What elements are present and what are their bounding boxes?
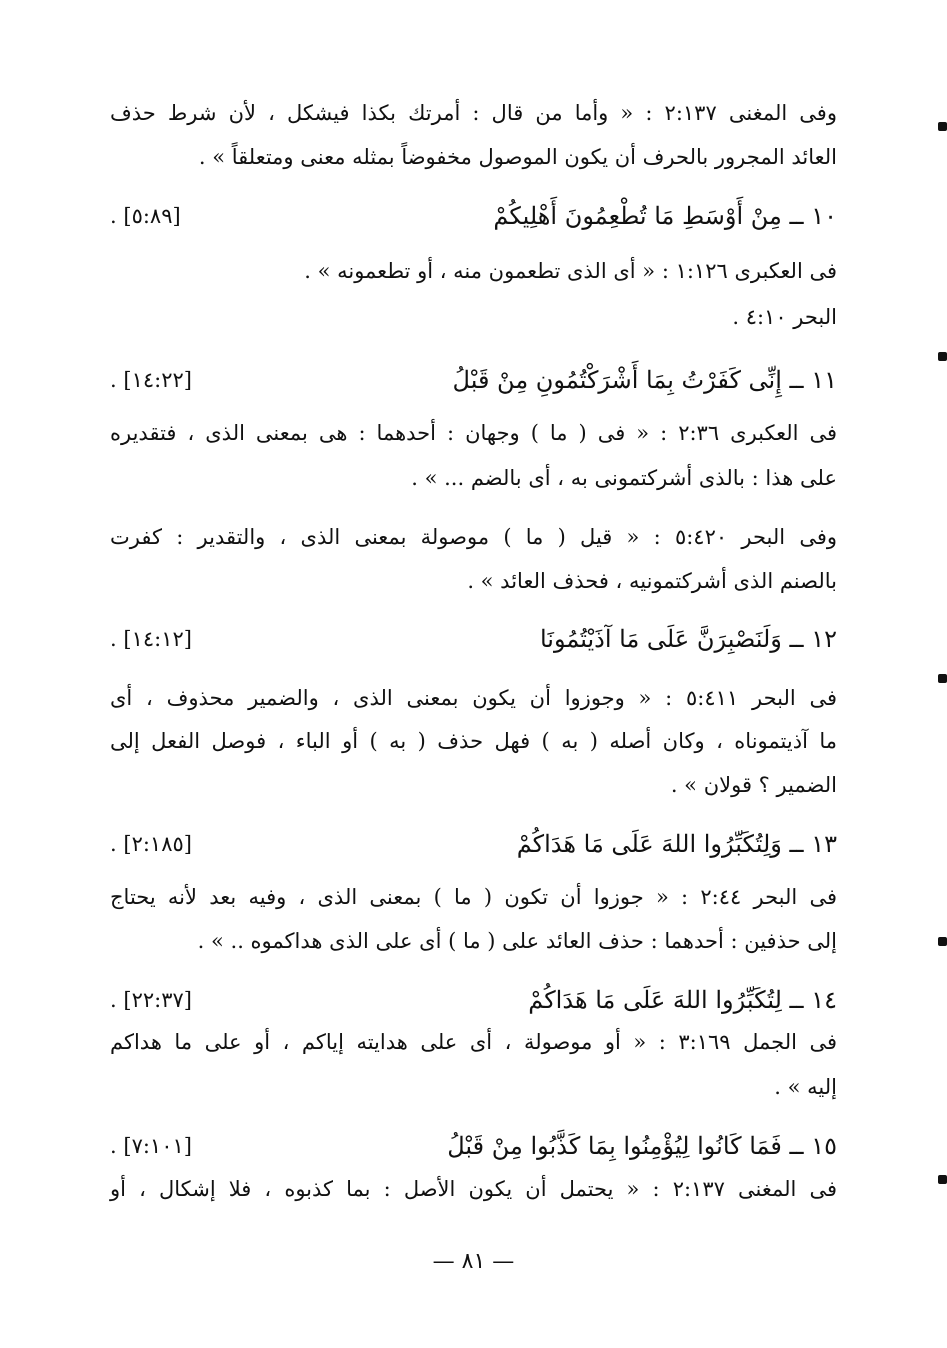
- body-line: الضمير ؟ قولان » .: [670, 773, 837, 797]
- body-line: ما آذيتموناه ، وكان أصله ( به ) فهل حذف ( به ) أو الباء ، فوصل الفعل إلى: [110, 729, 837, 753]
- body-line: فى البحر ٢:٤٤ : « جوزوا أن تكون ( ما ) بمعنى الذى ، وفيه بعد لأنه يحتاج: [110, 885, 837, 909]
- verse-reference: . [٥:٨٩]: [110, 204, 181, 228]
- scan-edge-mark: [938, 1175, 947, 1184]
- body-line: بالصنم الذى أشركتمونيه ، فحذف العائد » .: [467, 569, 837, 593]
- body-line: البحر ٤:١٠ .: [732, 305, 837, 329]
- body-line: فى العكبرى ٢:٣٦ : « فى ( ما ) وجهان : أحدهما : هى بمعنى الذى ، فتقديره: [110, 421, 837, 445]
- body-line: العائد المجرور بالحرف أن يكون الموصول مخفوضاً بمثله معنى ومتعلقاً » .: [198, 145, 837, 169]
- verse-reference: . [١٤:٢٢]: [110, 368, 192, 392]
- body-line: وفى المغنى ٢:١٣٧ : « وأما من قال : أمرتك بكذا فيشكل ، لأن شرط حذف: [110, 101, 837, 125]
- body-line: إليه » .: [774, 1075, 837, 1099]
- verse-text: ١٠ ــ مِنْ أَوْسَطِ مَا تُطْعِمُونَ أَهْلِيكُمْ: [493, 202, 837, 230]
- verse-row: [110, 196, 837, 236]
- verse-reference: . [٢٢:٣٧]: [110, 988, 192, 1012]
- verse-row: [110, 824, 837, 864]
- scan-edge-mark: [938, 122, 947, 131]
- scan-edge-mark: [938, 352, 947, 361]
- body-line: على هذا : بالذى أشركتمونى به ، أى بالضم ... » .: [411, 466, 837, 490]
- verse-row: [110, 619, 837, 659]
- body-line: إلى حذفين : أحدهما : حذف العائد على ( ما ) أى على الذى هداكموه .. » .: [197, 929, 837, 953]
- verse-reference: . [١٤:١٢]: [110, 627, 192, 651]
- verse-text: ١٥ ــ فَمَا كَانُوا لِيُؤْمِنُوا بِمَا كَذَّبُوا مِنْ قَبْلُ: [447, 1132, 837, 1160]
- body-line: فى المغنى ٢:١٣٧ : « يحتمل أن يكون الأصل : بما كذبوه ، فلا إشكال ، أو: [110, 1177, 837, 1201]
- verse-row: [110, 980, 837, 1020]
- verse-reference: . [٧:١٠١]: [110, 1134, 192, 1158]
- verse-text: ١٤ ــ لِتُكَبِّرُوا اللهَ عَلَى مَا هَدَاكُمْ: [528, 986, 837, 1014]
- body-line: فى البحر ٥:٤١١ : « وجوزوا أن يكون بمعنى الذى ، والضمير محذوف ، أى: [110, 686, 838, 710]
- scan-edge-mark: [938, 674, 947, 683]
- body-line: فى الجمل ٣:١٦٩ : « أو موصولة ، أى على هدايته إياكم ، أو على ما هداكم: [110, 1030, 837, 1054]
- verse-row: [110, 360, 837, 400]
- verse-text: ١٢ ــ وَلَنَصْبِرَنَّ عَلَى مَا آذَيْتُمُونَا: [539, 625, 837, 653]
- verse-row: [110, 1126, 837, 1166]
- body-line: وفى البحر ٥:٤٢٠ : « قيل ( ما ) موصولة بمعنى الذى ، والتقدير : كفرت: [110, 525, 837, 549]
- verse-text: ١٣ ــ وَلِتُكَبِّرُوا اللهَ عَلَى مَا هَدَاكُمْ: [516, 830, 837, 858]
- body-line: فى العكبرى ١:١٢٦ : « أى الذى تطعمون منه ، أو تطعمونه » .: [304, 259, 837, 283]
- verse-reference: . [٢:١٨٥]: [110, 832, 192, 856]
- verse-text: ١١ ــ إِنِّى كَفَرْتُ بِمَا أَشْرَكْتُمُونِ مِنْ قَبْلُ: [452, 366, 837, 394]
- scan-edge-mark: [938, 937, 947, 946]
- page-number: — ٨١ —: [432, 1249, 515, 1274]
